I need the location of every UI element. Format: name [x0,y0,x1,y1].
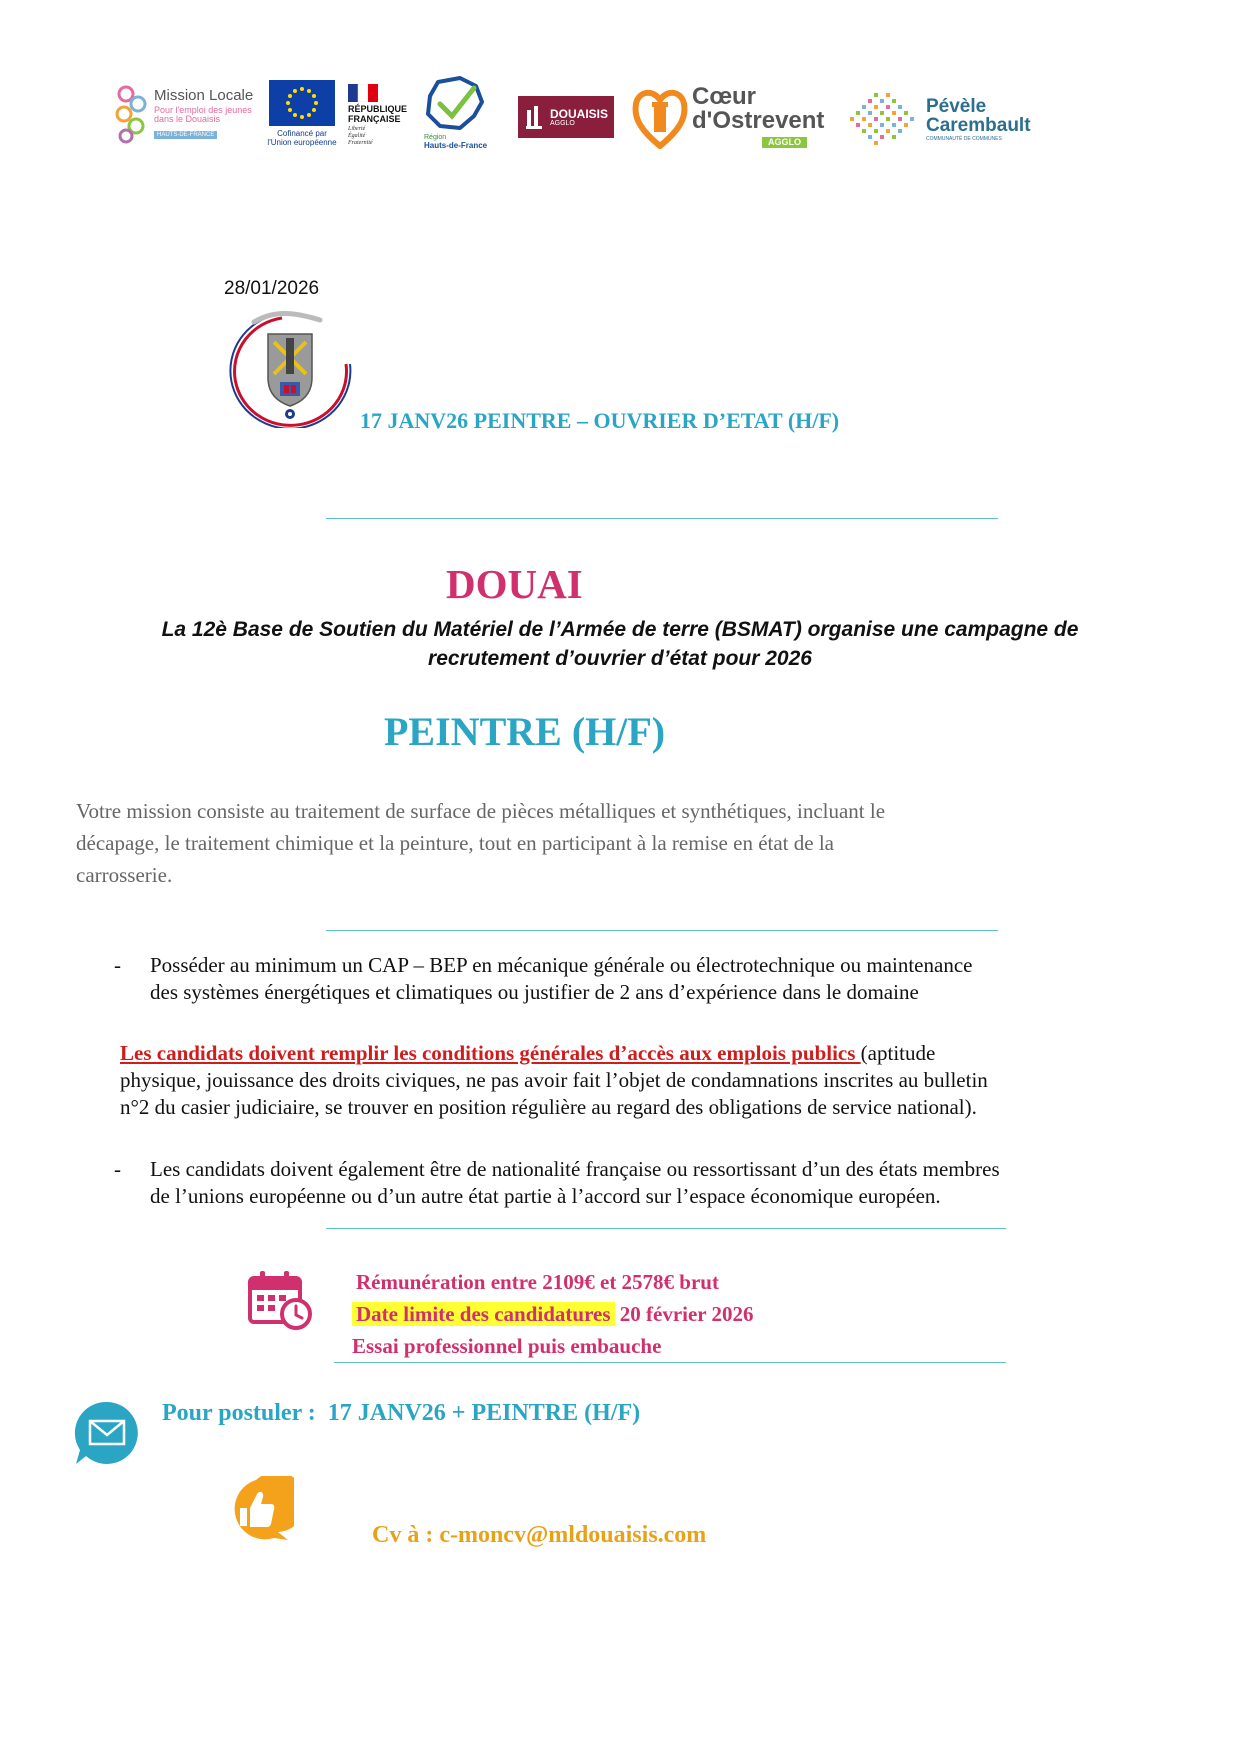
bullet-2: - [114,1157,121,1181]
cv-email[interactable]: Cv à : c-moncv@mldouaisis.com [372,1522,707,1548]
conditions-line3: n°2 du casier judiciaire, se trouver en position régulière au regard des obligations de service national). [120,1095,977,1119]
douaisis-name: DOUAISIS [549,106,608,121]
envelope-icon [72,1398,142,1468]
apply-label: Pour postuler : 17 JANV26 + PEINTRE (H/F) [162,1400,641,1426]
republique-motto3: Fraternité [348,140,373,146]
divider-3 [326,1228,1006,1229]
pevele-dots-icon [846,89,922,149]
requirement-1 [150,952,1190,1006]
conditions-line2: physique, jouissance des droits civiques, ne pas avoir fait l’objet de condamnations inscrites au bulletin [120,1068,988,1092]
heart-tower-icon [632,82,688,152]
calendar-clock-icon [246,1268,314,1332]
republique-motto1: Liberté [348,126,366,132]
mission-locale-circles-icon [112,80,152,148]
pevele-line1: Pévèle [926,95,987,117]
mission-locale-line1: Pour l'emploi des jeunes [154,105,252,115]
conditions-highlight: Les candidats doivent remplir les conditions générales d’accès aux emplois publics [120,1041,861,1065]
region-line2: Hauts-de-France [424,141,488,150]
region-logo [420,76,504,158]
deadline-label: Date limite des candidatures [352,1302,615,1326]
bullet-1: - [114,953,121,977]
eu-logo [262,80,342,152]
pevele-line2: Carembault [926,114,1031,136]
subtitle-line1: La 12è Base de Soutien du Matériel de l’Armée de terre (BSMAT) organise une campagne de [161,618,1079,641]
requirement-2 [150,1156,1210,1210]
conditions-rest: (aptitude [860,1041,936,1065]
coeur-ostrevent-logo [632,78,832,156]
subtitle-line2: recrutement d’ouvrier d’état pour 2026 [428,647,812,670]
mission-paragraph [76,795,1176,891]
divider-4 [334,1362,1006,1363]
douaisis-building-icon [524,104,544,130]
mission-locale-line3: HAUTS-DE-FRANCE [154,131,217,139]
mission-locale-logo [112,80,254,148]
republique-logo [348,84,416,150]
requirement-2-line2: de l’unions européenne ou d’un autre état partie à l’accord sur l’espace économique européen. [150,1184,941,1208]
military-badge-icon [224,308,356,428]
eu-caption2: l'Union européenne [267,138,337,147]
city-title: DOUAI [446,561,583,607]
mission-line1: Votre mission consiste au traitement de surface de pièces métalliques et synthétiques, incluant le [76,799,886,823]
coeur-line1: Cœur [692,83,756,110]
pevele-carembault-logo [846,88,1036,150]
region-line1: Région [424,134,447,141]
coeur-sub: AGGLO [762,137,807,148]
thumbs-up-icon [220,1476,294,1546]
pevele-sub: COMMUNAUTÉ DE COMMUNES [926,135,1002,142]
requirement-1-line2: des systèmes énergétiques et climatiques ou justifier de 2 ans d’expérience dans le domaine [150,980,919,1004]
eu-caption1: Cofinancé par [277,129,327,138]
bsmat-emblem [224,308,356,428]
divider-1 [326,518,998,519]
douaisis-sub: AGGLO [549,119,575,127]
salary-text: Rémunération entre 2109€ et 2578€ brut [356,1270,719,1294]
requirement-2-line1: Les candidats doivent également être de nationalité française ou ressortissant d’un des états membres [150,1157,1000,1181]
region-map-icon [420,76,488,134]
republique-line1: RÉPUBLIQUE [348,104,408,114]
mission-line3: carrosserie. [76,863,173,887]
mission-line2: décapage, le traitement chimique et la peinture, tout en participant à la remise en état de la [76,831,834,855]
key-info [352,1266,754,1362]
subtitle [40,615,1200,673]
mission-locale-title: Mission Locale [154,87,254,104]
republique-motto2: Égalité [348,133,366,139]
header-title: 17 JANV26 PEINTRE – OUVRIER D’ETAT (H/F) [360,408,840,433]
requirement-1-line1: Posséder au minimum un CAP – BEP en mécanique générale ou électrotechnique ou maintenance [150,953,973,977]
mission-locale-line2: dans le Douaisis [154,114,221,124]
marianne-icon [348,84,378,102]
trial-text: Essai professionnel puis embauche [352,1334,662,1358]
coeur-line2: d'Ostrevent [692,107,825,134]
divider-2 [326,930,998,931]
conditions-paragraph [120,1040,1200,1121]
job-title: PEINTRE (H/F) [384,709,666,754]
document-date: 28/01/2026 [224,278,320,299]
douaisis-logo [518,96,614,138]
eu-flag-icon [269,80,335,126]
republique-line2: FRANÇAISE [348,114,401,124]
deadline-value: 20 février 2026 [614,1302,754,1326]
